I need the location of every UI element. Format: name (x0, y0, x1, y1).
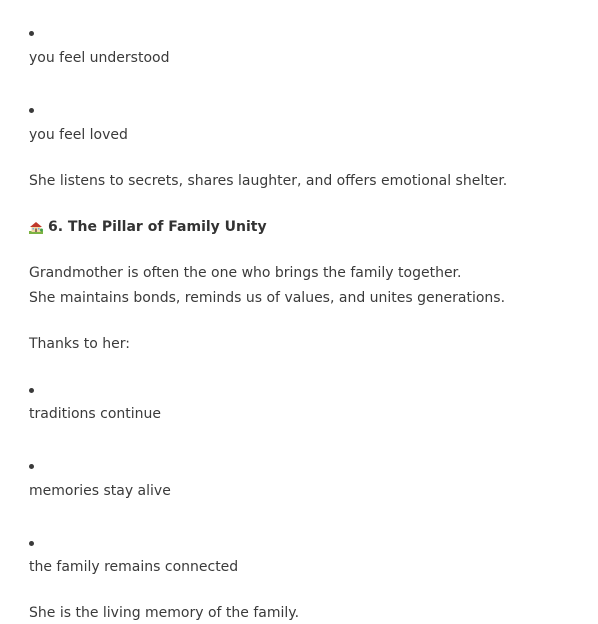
section-title: 6. The Pillar of Family Unity (48, 219, 267, 235)
section-heading (29, 218, 267, 236)
list-item: you feel understood (29, 50, 170, 66)
list-item: traditions continue (29, 406, 162, 422)
bullet-icon (29, 31, 34, 36)
paragraph-shelter: She listens to secrets, shares laughter, and offers emotional shelter. (29, 173, 508, 189)
bullet-icon (29, 108, 34, 113)
closing-paragraph: She is the living memory of the family. (29, 605, 300, 621)
thanks-intro: Thanks to her: (29, 336, 130, 352)
house-garden-icon (29, 220, 43, 234)
list-item: the family remains connected (29, 559, 239, 575)
bullet-icon (29, 541, 34, 546)
paragraph-unity-line-1: Grandmother is often the one who brings the family together. (29, 265, 462, 281)
list-item: memories stay alive (29, 483, 171, 499)
bullet-icon (29, 388, 34, 393)
list-item: you feel loved (29, 127, 128, 143)
bullet-icon (29, 464, 34, 469)
paragraph-unity-line-2: She maintains bonds, reminds us of values, and unites generations. (29, 290, 506, 306)
